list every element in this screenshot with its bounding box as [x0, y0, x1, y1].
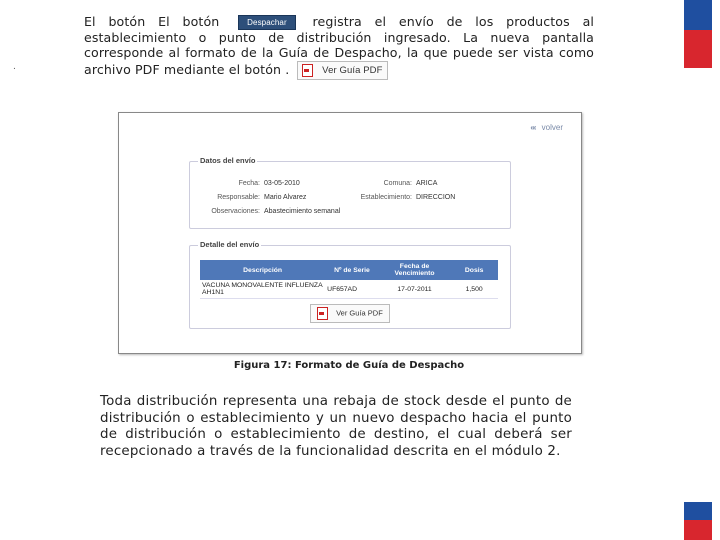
- despachar-button[interactable]: Despachar: [238, 15, 296, 30]
- pdf-icon: [302, 64, 313, 77]
- detalle-envio-title: Detalle del envío: [200, 240, 260, 249]
- table-header-row: [200, 260, 498, 280]
- detalle-table: [200, 260, 498, 299]
- responsable-value: Mario Alvarez: [264, 194, 307, 201]
- fecha-value: 03-05-2010: [264, 180, 300, 187]
- detalle-envio-section: [189, 240, 511, 329]
- fecha-label: Fecha:: [238, 180, 260, 187]
- col-vencimiento: Fecha de Vencimiento: [379, 260, 451, 280]
- cell-serie: UF657AD: [325, 280, 379, 299]
- pdf-icon: [317, 307, 328, 320]
- ver-guia-pdf-inline-button[interactable]: [297, 61, 387, 80]
- margin-dot: .: [13, 62, 16, 72]
- fecha-row: [200, 180, 300, 187]
- intro-text-rest: registra el envío de los productos al establecimiento o punto de distribución ingresado. La nueva pantalla corresponde al formato de la Guía de Despacho, la que puede ser vista como archivo PDF mediante el botón .: [84, 14, 594, 78]
- cell-descripcion: VACUNA MONOVALENTE INFLUENZA AH1N1: [200, 280, 325, 299]
- cell-vencimiento: 17-07-2011: [379, 280, 451, 299]
- figure-caption: Figura 17: Formato de Guía de Despacho: [233, 360, 465, 371]
- intro-paragraph: [84, 14, 594, 80]
- responsable-row: [200, 194, 306, 201]
- col-descripcion: Descripción: [200, 260, 325, 280]
- table-row: [200, 280, 498, 299]
- col-dosis: Dosis: [450, 260, 498, 280]
- body-paragraph: Toda distribución representa una rebaja de stock desde el punto de distribución o establecimiento y un nuevo despacho hacia el punto de distribución o establecimiento de destino, el cual deberá ser recepcionado a través de la funcionalidad descrita en el módulo 2.: [100, 394, 572, 459]
- flag-decoration-bottom: [684, 502, 712, 540]
- establecimiento-value: DIRECCION: [416, 194, 456, 201]
- flag-blue-band: [684, 502, 712, 520]
- datos-envio-title: Datos del envío: [200, 156, 256, 165]
- flag-blue-band: [684, 0, 712, 30]
- observaciones-value: Abastecimiento semanal: [264, 208, 341, 215]
- comuna-label: Comuna:: [383, 180, 412, 187]
- comuna-value: ARICA: [416, 180, 438, 187]
- establecimiento-row: [350, 194, 455, 201]
- ver-guia-pdf-button-label: Ver Guía PDF: [336, 308, 383, 318]
- ver-guia-pdf-button[interactable]: [310, 304, 390, 323]
- responsable-label: Responsable:: [217, 194, 260, 201]
- observaciones-label: Observaciones:: [211, 208, 260, 215]
- flag-decoration-top: [684, 0, 712, 68]
- cell-dosis: 1,500: [450, 280, 498, 299]
- flag-red-band: [684, 30, 712, 68]
- observaciones-row: [200, 208, 340, 215]
- volver-label: volver: [541, 123, 563, 132]
- flag-red-band: [684, 520, 712, 540]
- ver-guia-pdf-label: Ver Guía PDF: [322, 64, 383, 76]
- col-serie: Nº de Serie: [325, 260, 379, 280]
- establecimiento-label: Establecimiento:: [360, 194, 412, 201]
- guia-despacho-screenshot: [118, 112, 582, 354]
- intro-text-start: El botón El botón: [84, 14, 220, 29]
- back-arrows-icon: ‹‹‹: [530, 123, 536, 132]
- comuna-row: [350, 180, 437, 187]
- datos-envio-section: [189, 156, 511, 229]
- volver-link[interactable]: [530, 123, 563, 132]
